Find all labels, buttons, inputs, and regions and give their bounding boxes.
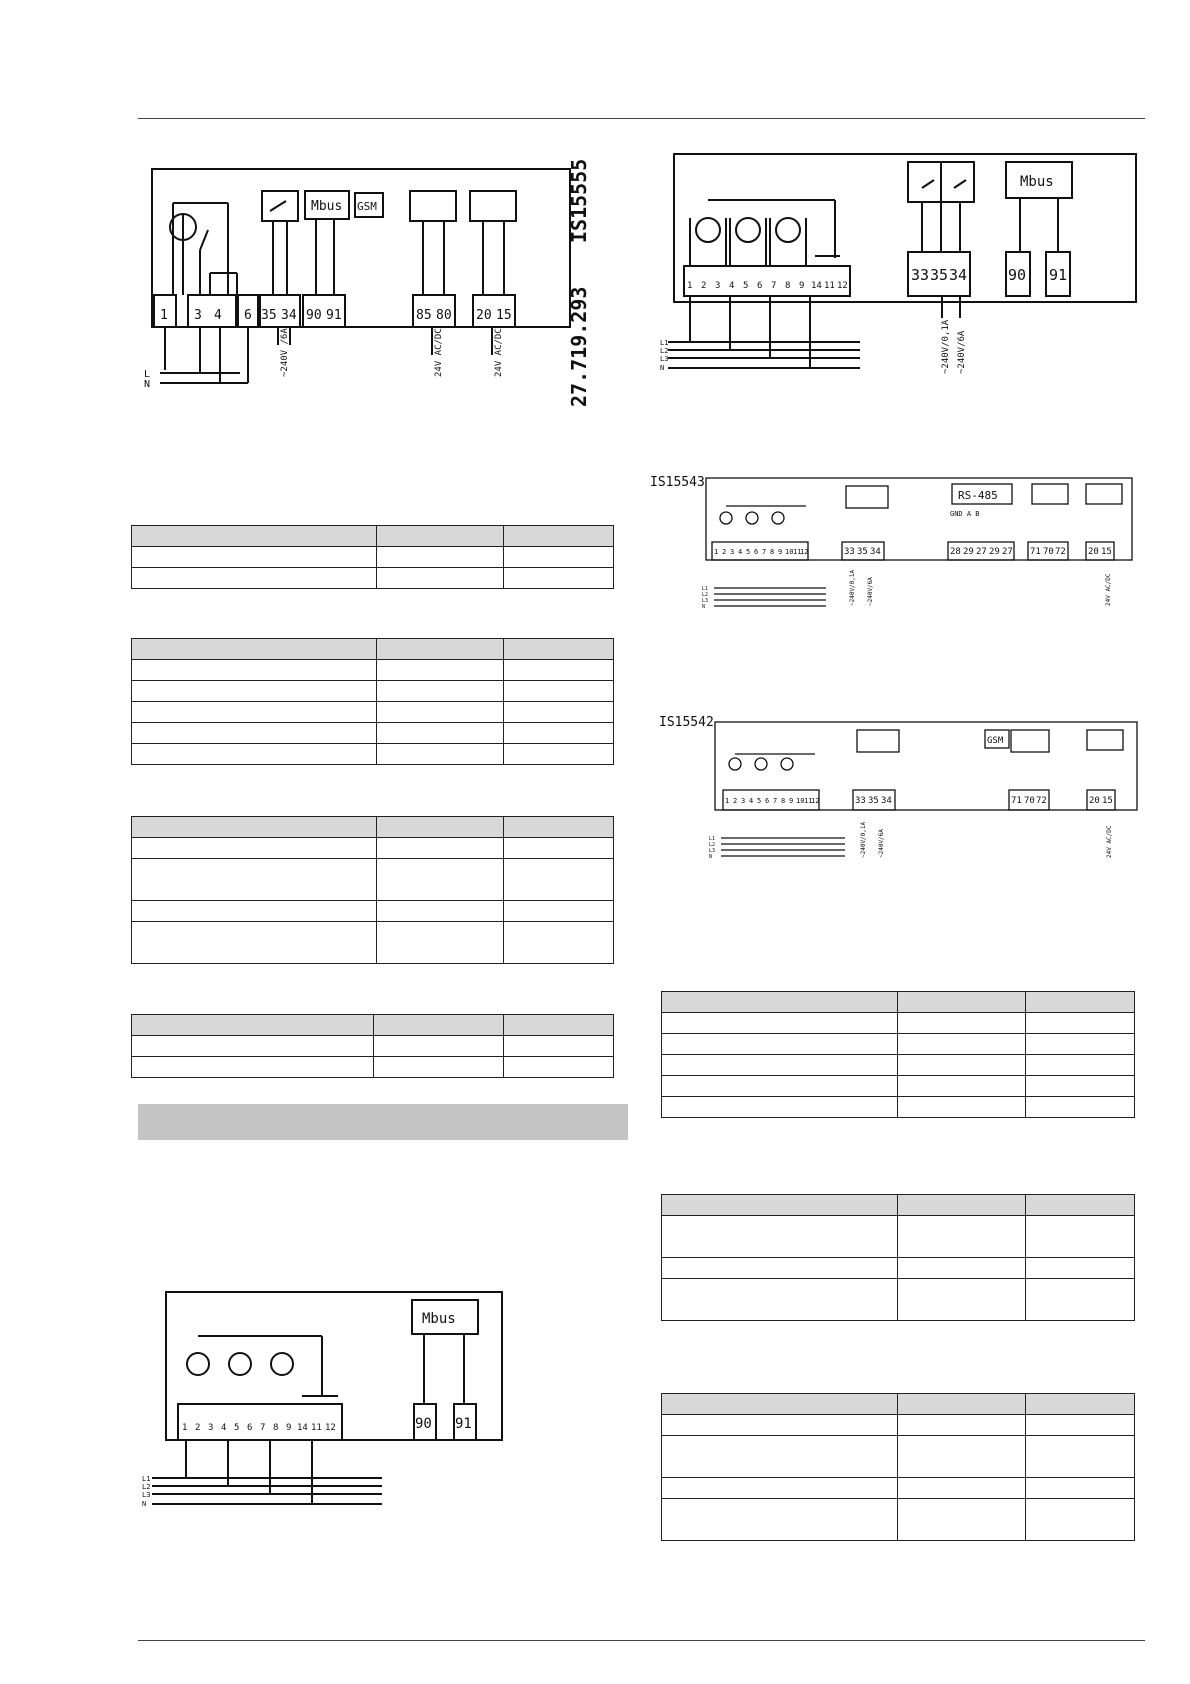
d3-terminal-72: 72 <box>1055 547 1066 557</box>
table-row <box>662 1478 1135 1499</box>
table-row <box>132 702 614 723</box>
d3-terminal-10: 10 <box>785 548 794 556</box>
d1-terminal-6: 6 <box>244 308 252 323</box>
d1-terminal-20: 20 <box>476 308 492 323</box>
d2-phase-n: N <box>660 364 665 372</box>
d1-terminal-4: 4 <box>214 308 222 323</box>
d4-phase-n: N <box>709 854 713 860</box>
d3-input: 24V AC/DC <box>1105 573 1112 606</box>
d4-rating-a: ~240V/0,1A <box>860 821 867 858</box>
table-row <box>662 1013 1135 1034</box>
d5-terminal-7: 7 <box>260 1423 266 1433</box>
wiring-diagram-is15542 <box>655 712 1145 882</box>
spec-table-left-1 <box>131 525 614 589</box>
d2-terminal-9: 9 <box>799 281 805 291</box>
d1-terminal-85: 85 <box>416 308 432 323</box>
d2-terminal-91: 91 <box>1049 266 1068 284</box>
spec-table-left-4 <box>131 1014 614 1078</box>
d4-terminal-8: 8 <box>781 797 786 805</box>
table-row <box>662 1034 1135 1055</box>
d4-terminal-6: 6 <box>765 797 770 805</box>
d4-terminal-1: 1 <box>725 797 730 805</box>
d3-terminal-27a: 27 <box>976 547 987 557</box>
d5-terminal-4: 4 <box>221 1423 227 1433</box>
d5-terminal-2: 2 <box>195 1423 201 1433</box>
d3-terminal-70: 70 <box>1043 547 1054 557</box>
d1-terminal-3: 3 <box>194 308 202 323</box>
d2-terminal-33: 33 <box>911 266 930 284</box>
d4-gsm-label: GSM <box>987 736 1004 746</box>
table-row <box>662 1216 1135 1258</box>
d5-mbus-label: Mbus <box>422 1311 456 1327</box>
table-row <box>662 1279 1135 1321</box>
d1-terminal-91: 91 <box>326 308 342 323</box>
table-row <box>662 1097 1135 1118</box>
d1-terminal-15: 15 <box>496 308 512 323</box>
table-header-row <box>132 817 614 838</box>
d3-terminal-12: 12 <box>800 548 809 556</box>
d3-terminal-3: 3 <box>730 548 735 556</box>
d5-phase-l3: L3 <box>142 1491 151 1499</box>
d5-phase-l1: L1 <box>142 1475 151 1483</box>
d2-terminal-35: 35 <box>930 266 949 284</box>
table-row <box>662 1076 1135 1097</box>
wiring-diagram-is15543 <box>650 472 1140 620</box>
d5-terminal-6: 6 <box>247 1423 253 1433</box>
d2-terminal-11: 11 <box>824 281 835 291</box>
d3-terminal-7: 7 <box>762 548 767 556</box>
wiring-diagram-mbus <box>142 1284 522 1524</box>
d2-terminal-90: 90 <box>1008 266 1027 284</box>
d5-terminal-9: 9 <box>286 1423 292 1433</box>
table-row <box>132 901 614 922</box>
d3-terminal-2: 2 <box>722 548 727 556</box>
d1-terminal-34: 34 <box>281 308 297 323</box>
table-row <box>662 1436 1135 1478</box>
d5-terminal-1: 1 <box>182 1423 188 1433</box>
d3-terminal-1: 1 <box>714 548 719 556</box>
d2-terminal-4: 4 <box>729 281 735 291</box>
table-header-row <box>662 1195 1135 1216</box>
d5-terminal-90: 90 <box>415 1416 432 1432</box>
d2-phase-l2: L2 <box>660 347 669 355</box>
d4-terminal-20: 20 <box>1089 796 1100 806</box>
spec-table-left-3 <box>131 816 614 964</box>
d3-terminal-29a: 29 <box>963 547 974 557</box>
d4-terminal-10: 10 <box>796 797 805 805</box>
d3-bus-pins: GND A B <box>950 510 980 518</box>
table-row <box>132 859 614 901</box>
d5-terminal-91: 91 <box>455 1416 472 1432</box>
d1-mbus-label: Mbus <box>311 199 343 214</box>
d3-terminal-71: 71 <box>1030 547 1041 557</box>
table-row <box>662 1415 1135 1436</box>
table-header-row <box>132 526 614 547</box>
d3-terminal-35: 35 <box>857 547 868 557</box>
d3-phase-l2: L2 <box>702 592 709 598</box>
d2-terminal-1: 1 <box>687 281 693 291</box>
d4-terminal-2: 2 <box>733 797 738 805</box>
d3-phase-l3: L3 <box>702 598 709 604</box>
d4-phase-l3: L3 <box>709 848 716 854</box>
d5-terminal-8: 8 <box>273 1423 279 1433</box>
d3-terminal-29b: 29 <box>989 547 1000 557</box>
table-row <box>132 660 614 681</box>
table-header-row <box>662 1394 1135 1415</box>
d4-phase-l1: L1 <box>709 836 716 842</box>
table-row <box>132 1036 614 1057</box>
d3-phase-l1: L1 <box>702 586 709 592</box>
table-row <box>132 547 614 568</box>
d4-terminal-35: 35 <box>868 796 879 806</box>
d5-phase-l2: L2 <box>142 1483 151 1491</box>
d4-rating-b: ~240V/6A <box>878 829 885 858</box>
d5-phase-n: N <box>142 1500 147 1508</box>
d4-terminal-71: 71 <box>1011 796 1022 806</box>
d3-terminal-28: 28 <box>950 547 961 557</box>
d5-terminal-3: 3 <box>208 1423 214 1433</box>
footer-rule <box>138 1640 1145 1641</box>
d2-terminal-5: 5 <box>743 281 749 291</box>
table-row <box>132 744 614 765</box>
d3-terminal-34: 34 <box>870 547 881 557</box>
d4-terminal-7: 7 <box>773 797 778 805</box>
table-row <box>132 1057 614 1078</box>
d5-terminal-14: 14 <box>297 1423 308 1433</box>
d1-input-b: 24V AC/DC <box>494 328 504 377</box>
table-row <box>132 681 614 702</box>
section-heading-band <box>138 1104 628 1140</box>
d5-terminal-12: 12 <box>325 1423 336 1433</box>
d3-terminal-11: 11 <box>793 548 802 556</box>
d1-relay-rating: ~240V /6A <box>280 328 290 377</box>
d4-terminal-34: 34 <box>881 796 892 806</box>
d4-terminal-3: 3 <box>741 797 746 805</box>
d4-input: 24V AC/DC <box>1106 825 1113 858</box>
d1-terminal-35: 35 <box>261 308 277 323</box>
d4-terminal-33: 33 <box>855 796 866 806</box>
d3-terminal-27b: 27 <box>1002 547 1013 557</box>
d1-gsm-label: GSM <box>357 200 377 213</box>
table-row <box>662 1499 1135 1541</box>
d1-terminal-80: 80 <box>436 308 452 323</box>
d4-terminal-12: 12 <box>811 797 820 805</box>
d3-terminal-20: 20 <box>1088 547 1099 557</box>
d3-terminal-6: 6 <box>754 548 759 556</box>
d3-rating-a: ~240V/0,1A <box>849 569 856 606</box>
d5-terminal-11: 11 <box>311 1423 322 1433</box>
table-header-row <box>662 992 1135 1013</box>
d2-terminal-12: 12 <box>837 281 848 291</box>
spec-table-left-2 <box>131 638 614 765</box>
d2-rating-a: ~240V/0,1A <box>941 319 951 374</box>
table-row <box>132 838 614 859</box>
d3-terminal-4: 4 <box>738 548 743 556</box>
d3-bus-label: RS-485 <box>958 489 998 502</box>
d4-terminal-15: 15 <box>1102 796 1113 806</box>
table-row <box>132 568 614 589</box>
table-header-row <box>132 1015 614 1036</box>
table-row <box>132 922 614 964</box>
spec-table-right-2 <box>661 1194 1135 1321</box>
d1-terminal-90: 90 <box>306 308 322 323</box>
d3-terminal-15: 15 <box>1101 547 1112 557</box>
wiring-diagram-mbus-relay <box>660 148 1150 408</box>
d1-neutral-label: N <box>144 379 151 390</box>
d4-terminal-9: 9 <box>789 797 794 805</box>
d4-terminal-4: 4 <box>749 797 754 805</box>
d3-rating-b: ~240V/6A <box>867 577 874 606</box>
d3-model-label: IS15543 <box>650 475 705 490</box>
d1-input-a: 24V AC/DC <box>434 328 444 377</box>
d4-terminal-5: 5 <box>757 797 762 805</box>
d2-terminal-14: 14 <box>811 281 822 291</box>
d2-terminal-3: 3 <box>715 281 721 291</box>
d4-terminal-70: 70 <box>1024 796 1035 806</box>
table-row <box>662 1055 1135 1076</box>
d3-phase-n: N <box>702 604 706 610</box>
d5-terminal-5: 5 <box>234 1423 240 1433</box>
spec-table-right-1 <box>661 991 1135 1118</box>
table-header-row <box>132 639 614 660</box>
d2-terminal-6: 6 <box>757 281 763 291</box>
d2-phase-l3: L3 <box>660 355 669 363</box>
d2-terminal-34: 34 <box>949 266 968 284</box>
d3-terminal-8: 8 <box>770 548 775 556</box>
d1-code-label: 27.719.293 <box>567 286 591 407</box>
d2-terminal-8: 8 <box>785 281 791 291</box>
spec-table-right-3 <box>661 1393 1135 1541</box>
wiring-diagram-is15555 <box>140 155 600 435</box>
d4-terminal-72: 72 <box>1036 796 1047 806</box>
d2-mbus-label: Mbus <box>1020 174 1054 190</box>
d1-terminal-1: 1 <box>160 308 168 323</box>
table-row <box>132 723 614 744</box>
d2-rating-b: ~240V/6A <box>957 330 967 374</box>
d2-phase-l1: L1 <box>660 339 669 347</box>
d3-terminal-33: 33 <box>844 547 855 557</box>
d3-terminal-9: 9 <box>778 548 783 556</box>
d1-line-label: L <box>144 369 151 380</box>
d2-terminal-2: 2 <box>701 281 707 291</box>
d4-phase-l2: L2 <box>709 842 716 848</box>
d4-terminal-11: 11 <box>804 797 813 805</box>
d3-terminal-5: 5 <box>746 548 751 556</box>
d2-terminal-7: 7 <box>771 281 777 291</box>
d1-model-label: IS15555 <box>567 158 591 243</box>
header-rule <box>138 118 1145 119</box>
table-row <box>662 1258 1135 1279</box>
d4-model-label: IS15542 <box>659 715 714 730</box>
